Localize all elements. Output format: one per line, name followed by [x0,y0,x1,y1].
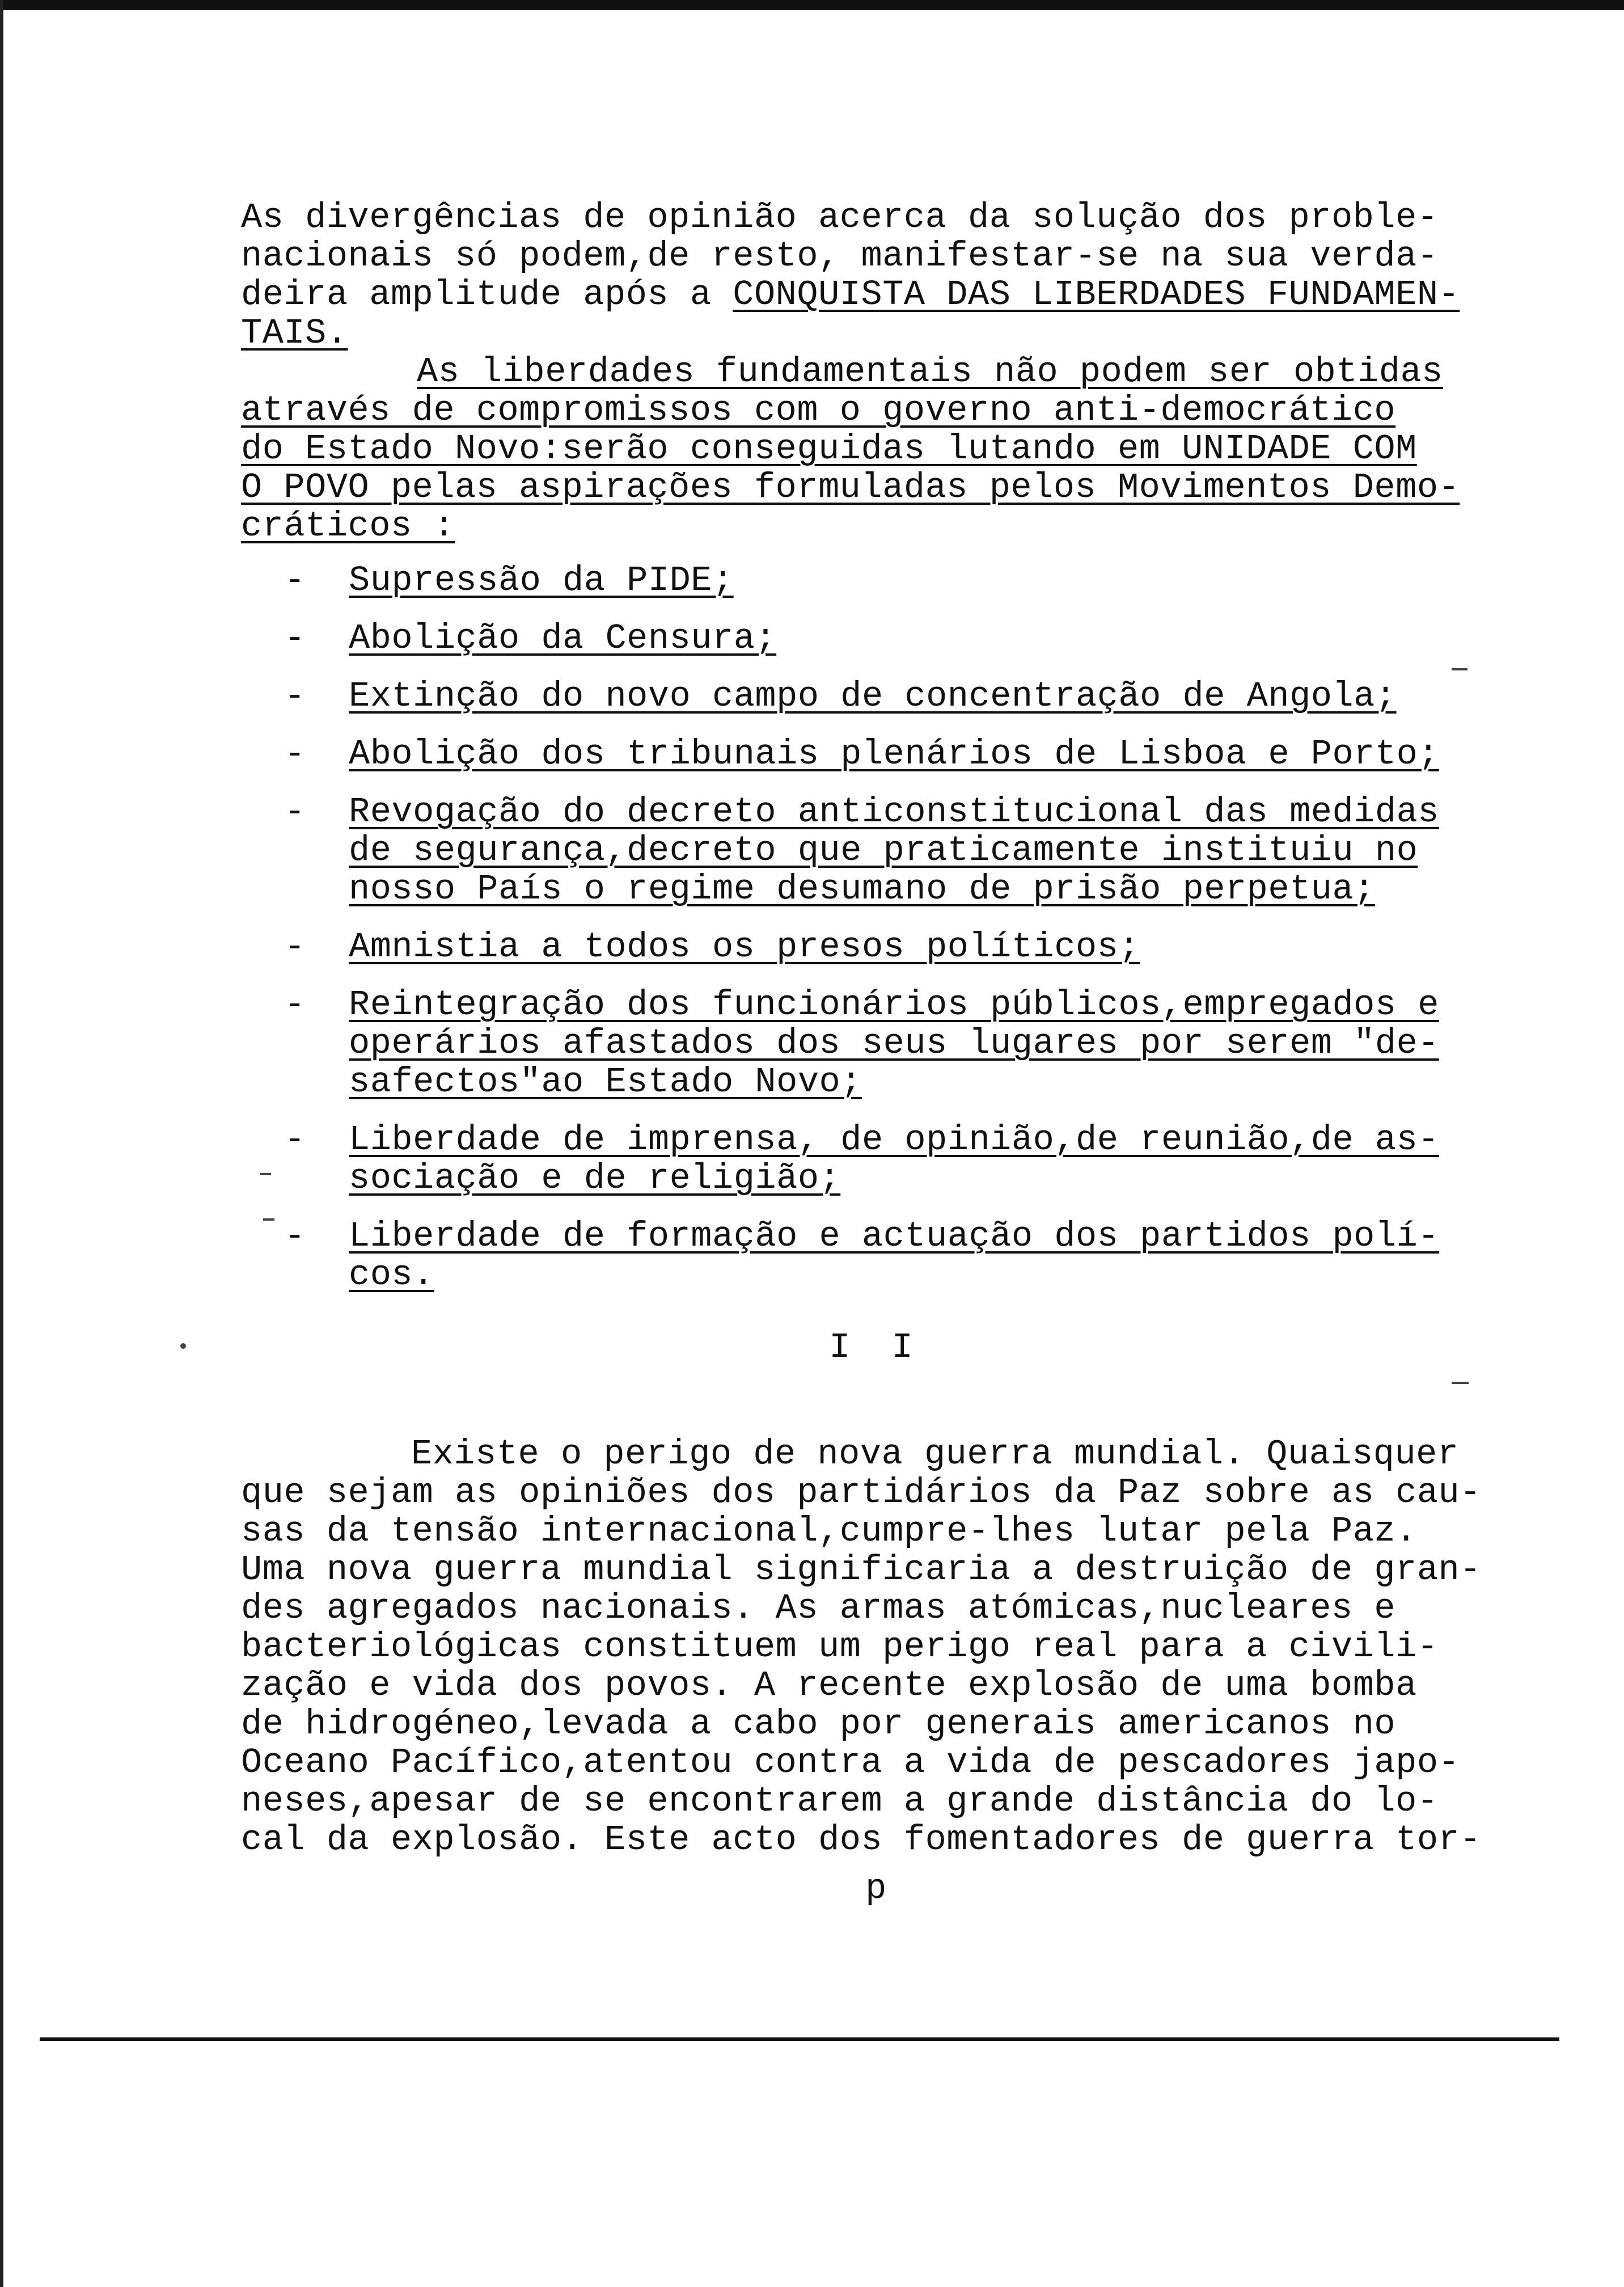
text-fragment: deira amplitude após a [241,275,733,315]
underlined-text: CONQUISTA DAS LIBERDADES FUNDAMEN- [733,275,1460,315]
list-item-text: safectos"ao Estado Novo; [349,1062,862,1102]
list-dash: - [284,1216,306,1256]
ink-speck [263,1218,274,1221]
list-dash: - [284,618,306,659]
text-line: nacionais só podem,de resto, manifestar-se na sua verda- [241,236,1439,276]
scan-border-left [0,0,3,2287]
text-line: As divergências de opinião acerca da solução dos proble- [241,197,1439,238]
text-line: através de compromissos com o governo anti-democrático [241,390,1396,431]
text-line: cal da explosão. Este acto dos fomentadores de guerra tor- [241,1820,1481,1860]
list-dash: - [284,734,306,774]
text-line: Oceano Pacífico,atentou contra a vida de pescadores japo- [241,1742,1460,1783]
text-line: que sejam as opiniões dos partidários da Paz sobre as cau- [241,1472,1481,1513]
list-item-text: Liberdade de imprensa, de opinião,de reunião,de as- [349,1120,1440,1160]
list-item [241,1217,1511,1294]
list-item-text: operários afastados dos seus lugares por serem "de- [349,1023,1440,1064]
page-mark: p [865,1868,887,1909]
demands-list [241,562,1511,1294]
list-item-text: Reintegração dos funcionários públicos,empregados e [349,985,1440,1025]
list-item [241,562,1511,600]
text-line: cráticos : [241,506,455,546]
list-item-text: de segurança,decreto que praticamente instituiu no [349,830,1418,871]
list-dash: - [284,676,306,716]
text-line: des agregados nacionais. As armas atómicas,nucleares e [241,1588,1396,1628]
text-line: neses,apesar de se encontrarem a grande distância do lo- [241,1781,1439,1821]
text-line: TAIS. [241,313,348,353]
list-item-text: Abolição dos tribunais plenários de Lisboa e Porto; [349,734,1440,774]
text-line: sas da tensão internacional,cumpre-lhes lutar pela Paz. [241,1511,1417,1551]
text-line: As liberdades fundamentais não podem ser obtidas [417,352,1443,392]
list-item-text: Revogação do decreto anticonstitucional das medidas [349,792,1440,832]
list-item [241,677,1511,716]
list-dash: - [284,927,306,967]
list-item-text: cos. [349,1255,434,1295]
list-item-text: Abolição da Censura; [349,618,777,659]
list-dash: - [284,792,306,832]
text-line: de hidrogéneo,levada a cabo por generais americanos no [241,1704,1396,1744]
list-item-text: Extinção do novo campo de concentração de Angola; [349,676,1397,716]
ink-speck [1452,1382,1469,1384]
text-line: Uma nova guerra mundial significaria a destruição de gran- [241,1550,1481,1590]
list-dash: - [284,985,306,1025]
text-line: zação e vida dos povos. A recente explosão de uma bomba [241,1665,1417,1706]
section-two-paragraph [241,1435,1511,1859]
scan-bottom-rule [40,2037,1559,2041]
list-item [241,793,1511,909]
list-item-text: Supressão da PIDE; [349,560,734,601]
text-line: do Estado Novo:serão conseguidas lutando em UNIDADE COM [241,429,1417,469]
list-item-text: Liberdade de formação e actuação dos partidos polí- [349,1216,1440,1256]
text-line: O POVO pelas aspirações formuladas pelos Movimentos Demo- [241,467,1460,508]
list-dash: - [284,1120,306,1160]
scan-border-top [0,0,1624,10]
text-line: Existe o perigo de nova guerra mundial. Quaisquer [411,1434,1459,1474]
ink-speck [260,1173,271,1175]
ink-speck [180,1343,186,1349]
list-item [241,928,1511,967]
list-item-text: nosso País o regime desumano de prisão perpetua; [349,869,1375,909]
list-item-text: Amnistia a todos os presos políticos; [349,927,1140,967]
list-item [241,619,1511,658]
text-line [241,276,1511,314]
ink-speck [1452,668,1467,670]
list-item-text: sociação e de religião; [349,1158,841,1199]
list-dash: - [284,560,306,601]
typed-text-body [241,199,1511,1908]
list-item [241,1121,1511,1198]
liberdades-paragraph [241,353,1511,546]
text-line: bacteriológicas constituem um perigo real para a civili- [241,1627,1439,1667]
list-item [241,735,1511,774]
section-number: I I [829,1327,923,1368]
intro-paragraph [241,199,1511,353]
list-item [241,986,1511,1102]
